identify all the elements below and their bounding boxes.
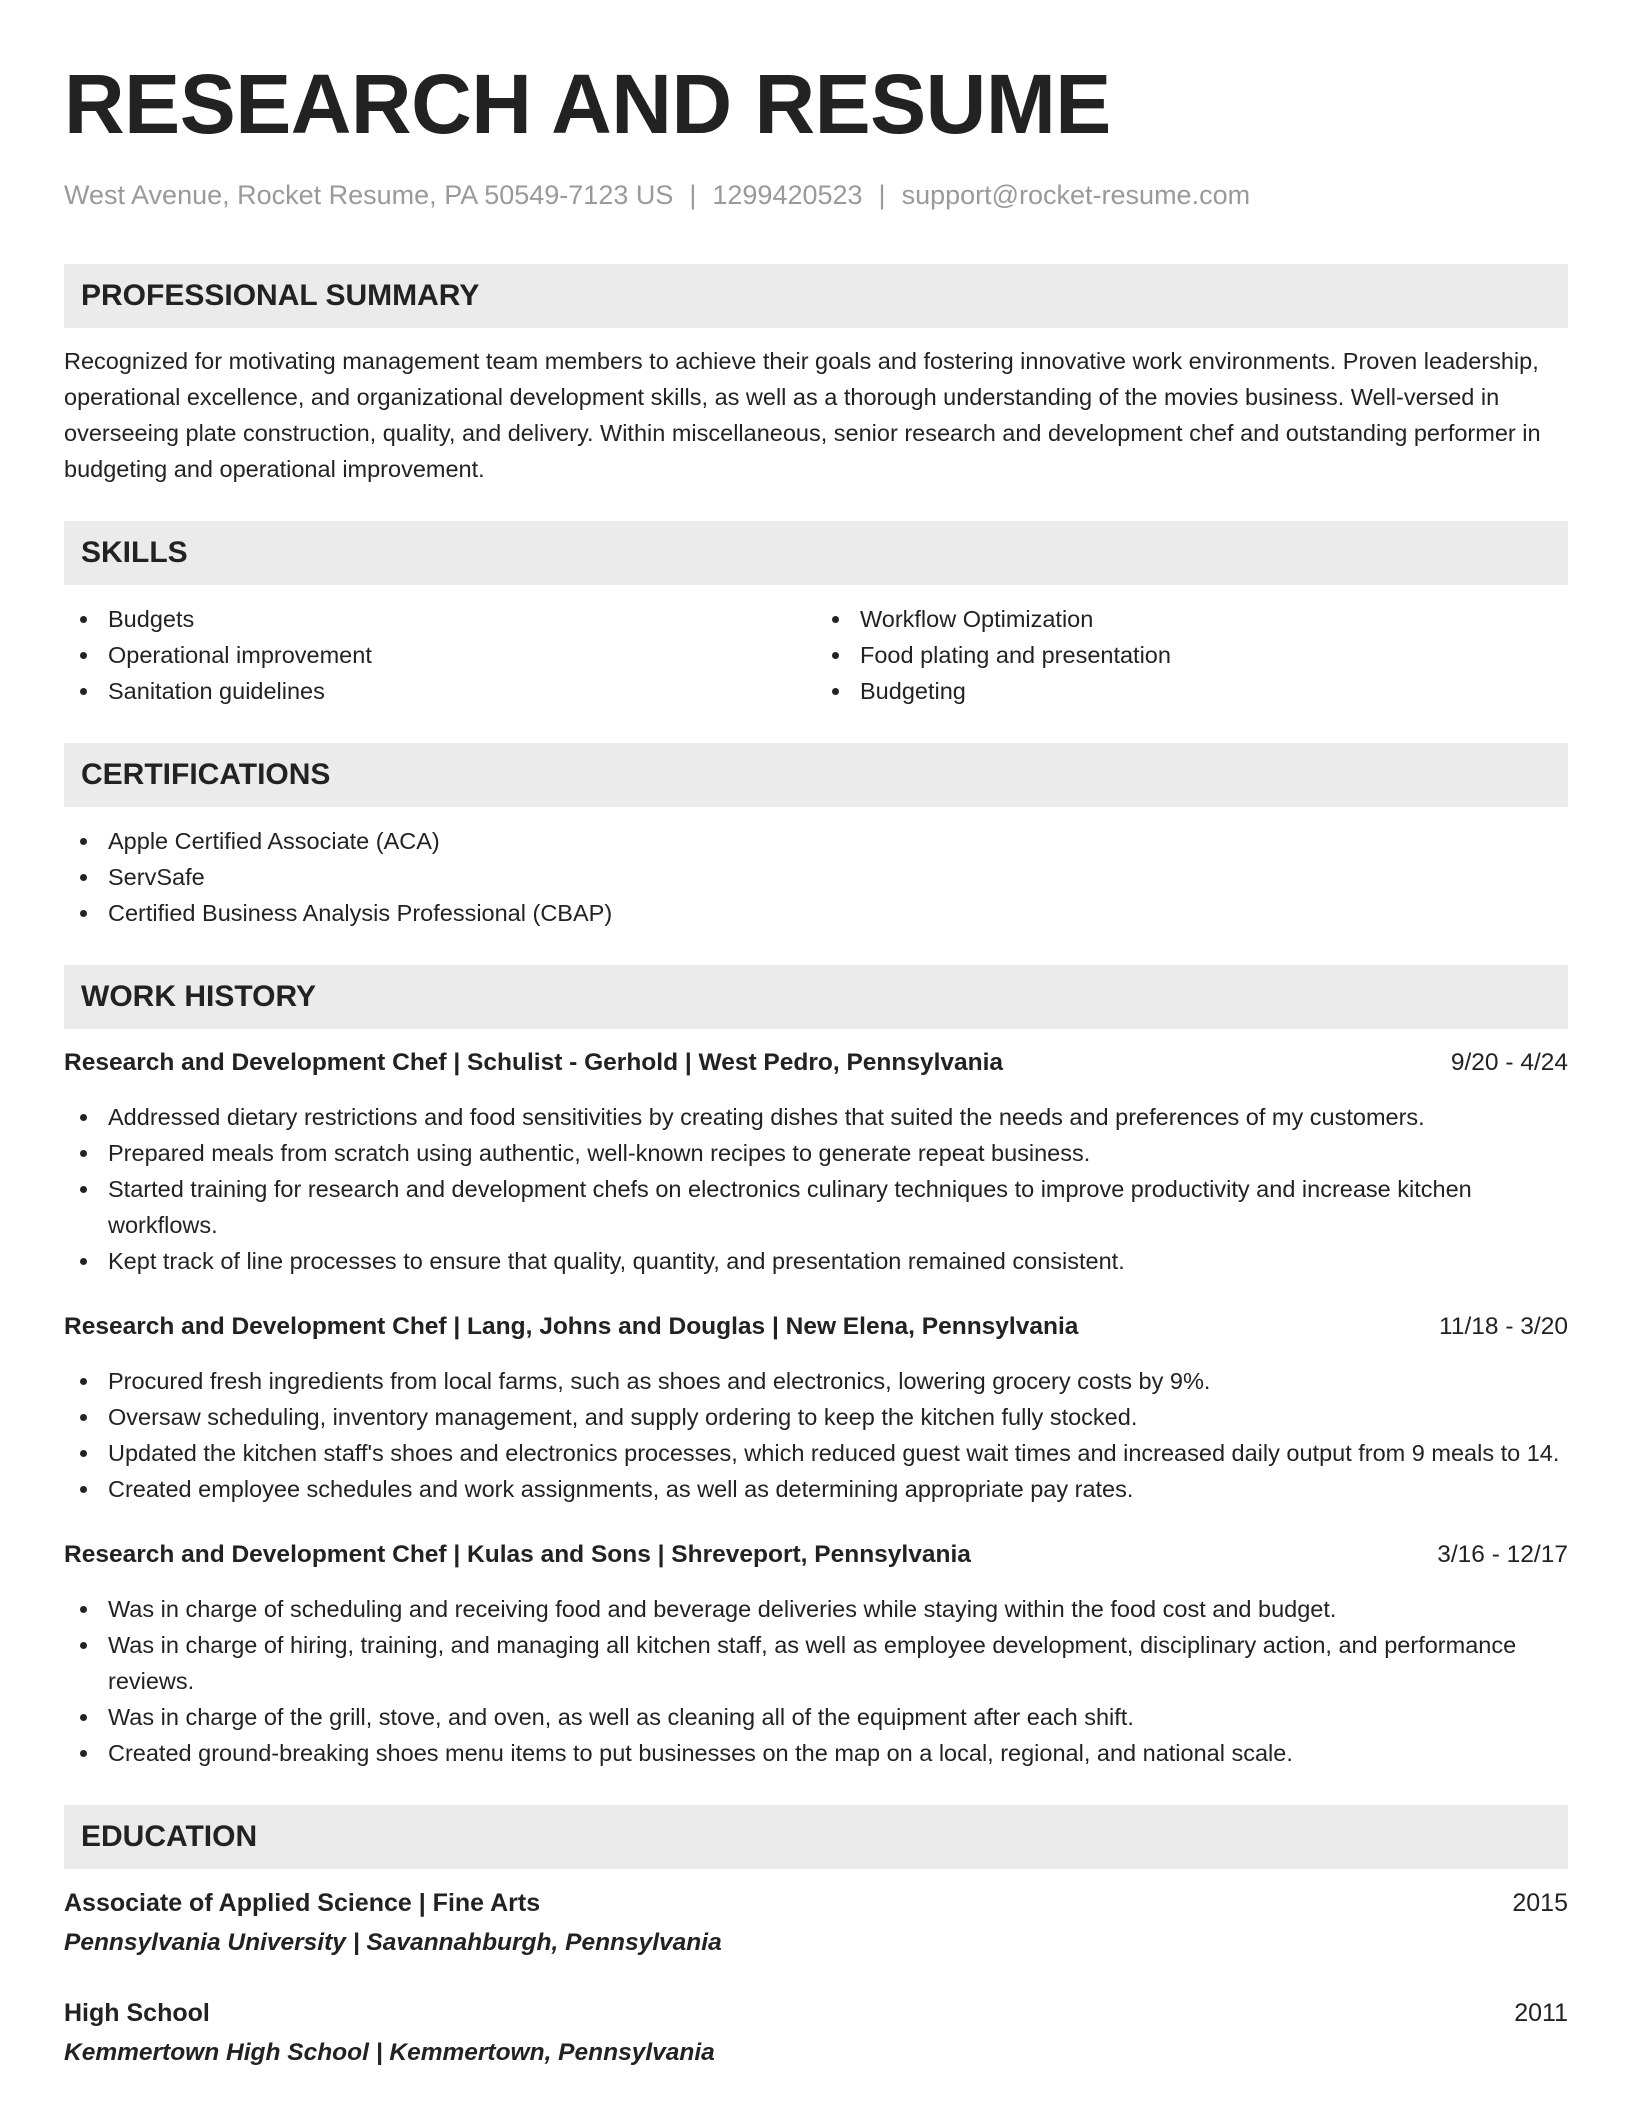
work-history-heading: WORK HISTORY xyxy=(64,965,1568,1029)
education-degree: High School xyxy=(64,1999,210,2027)
summary-text: Recognized for motivating management team members to achieve their goals and fostering innovative work environments. Proven leadership, operational excellence, and organizational development skills, as well as a thorough understanding of the movies business. Well-versed in overseeing plate construction, quality, and delivery. Within miscellaneous, senior research and development chef and outstanding performer in budgeting and operational improvement. xyxy=(64,348,1541,482)
contact-address: West Avenue, Rocket Resume, PA 50549-7123 US xyxy=(64,180,674,210)
job-bullet: Prepared meals from scratch using authentic, well-known recipes to generate repeat business. xyxy=(64,1135,1568,1171)
certification-item: ServSafe xyxy=(64,859,1568,895)
summary-heading: PROFESSIONAL SUMMARY xyxy=(64,264,1568,328)
certifications-heading: CERTIFICATIONS xyxy=(64,743,1568,807)
contact-email[interactable]: support@rocket-resume.com xyxy=(901,180,1251,210)
job-bullets xyxy=(64,1591,1568,1771)
education-school: Kemmertown High School | Kemmertown, Pennsylvania xyxy=(64,2039,715,2066)
job-title: Research and Development Chef | Kulas and Sons | Shreveport, Pennsylvania xyxy=(64,1541,971,1568)
skill-item: Workflow Optimization xyxy=(816,601,1568,637)
job-bullet: Created employee schedules and work assignments, as well as determining appropriate pay rates. xyxy=(64,1471,1568,1507)
job-bullets xyxy=(64,1363,1568,1507)
education-year: 2015 xyxy=(1512,1889,1568,1917)
education-entry xyxy=(64,1885,1568,1961)
job-bullet: Updated the kitchen staff's shoes and electronics processes, which reduced guest wait times and increased daily output from 9 meals to 14. xyxy=(64,1435,1568,1471)
resume-name: RESEARCH AND RESUME xyxy=(64,57,1111,151)
job-bullet: Addressed dietary restrictions and food sensitivities by creating dishes that suited the needs and preferences of my customers. xyxy=(64,1099,1568,1135)
skills-heading: SKILLS xyxy=(64,521,1568,585)
skill-item: Budgets xyxy=(64,601,816,637)
job-title: Research and Development Chef | Schulist - Gerhold | West Pedro, Pennsylvania xyxy=(64,1049,1004,1076)
education-entry xyxy=(64,1995,1568,2071)
certification-item: Certified Business Analysis Professional (CBAP) xyxy=(64,895,1568,931)
certification-item: Apple Certified Associate (ACA) xyxy=(64,823,1568,859)
job-header xyxy=(64,1309,1568,1345)
education-heading: EDUCATION xyxy=(64,1805,1568,1869)
education-header xyxy=(64,1995,1568,2031)
skills-column-left xyxy=(64,601,816,709)
job-bullet: Kept track of line processes to ensure that quality, quantity, and presentation remained consistent. xyxy=(64,1243,1568,1279)
education-header xyxy=(64,1885,1568,1921)
job-bullet: Oversaw scheduling, inventory management, and supply ordering to keep the kitchen fully stocked. xyxy=(64,1399,1568,1435)
contact-phone: 1299420523 xyxy=(712,180,863,210)
job-title: Research and Development Chef | Lang, Johns and Douglas | New Elena, Pennsylvania xyxy=(64,1313,1079,1340)
contact-separator: | xyxy=(878,180,886,210)
job-entry xyxy=(64,1537,1568,1771)
skill-item: Budgeting xyxy=(816,673,1568,709)
job-dates: 11/18 - 3/20 xyxy=(1439,1313,1568,1340)
job-header xyxy=(64,1045,1568,1081)
certifications-list xyxy=(64,823,1568,931)
job-bullet: Procured fresh ingredients from local farms, such as shoes and electronics, lowering grocery costs by 9%. xyxy=(64,1363,1568,1399)
job-bullet: Was in charge of scheduling and receiving food and beverage deliveries while staying within the food cost and budget. xyxy=(64,1591,1568,1627)
job-header xyxy=(64,1537,1568,1573)
contact-separator: | xyxy=(689,180,697,210)
skill-item: Food plating and presentation xyxy=(816,637,1568,673)
education-school: Pennsylvania University | Savannahburgh, Pennsylvania xyxy=(64,1929,722,1956)
job-entry xyxy=(64,1045,1568,1279)
skills-column-right xyxy=(816,601,1568,709)
job-bullet: Created ground-breaking shoes menu items to put businesses on the map on a local, regional, and national scale. xyxy=(64,1735,1568,1771)
job-entry xyxy=(64,1309,1568,1507)
skills-list xyxy=(64,601,1568,709)
job-bullets xyxy=(64,1099,1568,1279)
job-bullet: Started training for research and development chefs on electronics culinary techniques to improve productivity and increase kitchen workflows. xyxy=(64,1171,1568,1243)
job-dates: 9/20 - 4/24 xyxy=(1450,1049,1568,1076)
skill-item: Sanitation guidelines xyxy=(64,673,816,709)
job-dates: 3/16 - 12/17 xyxy=(1437,1541,1568,1568)
education-year: 2011 xyxy=(1514,1999,1568,2027)
job-bullet: Was in charge of the grill, stove, and oven, as well as cleaning all of the equipment after each shift. xyxy=(64,1699,1568,1735)
education-degree: Associate of Applied Science | Fine Arts xyxy=(64,1889,541,1917)
job-bullet: Was in charge of hiring, training, and managing all kitchen staff, as well as employee development, disciplinary action, and performance reviews. xyxy=(64,1627,1568,1699)
contact-line xyxy=(64,178,1568,212)
skill-item: Operational improvement xyxy=(64,637,816,673)
